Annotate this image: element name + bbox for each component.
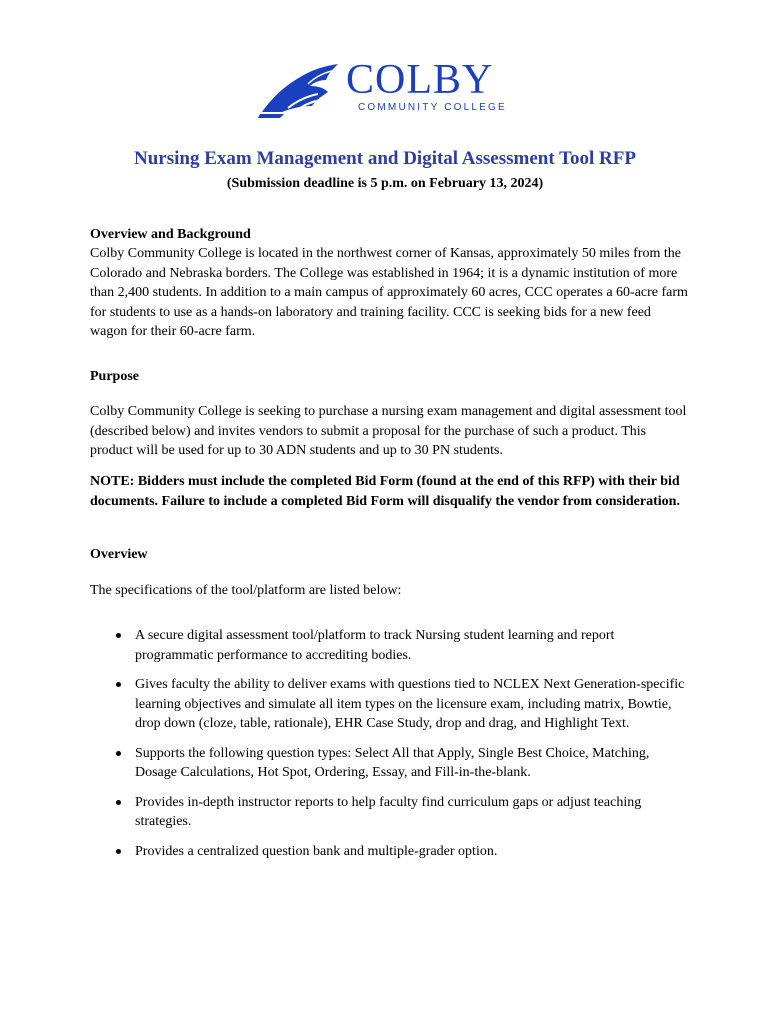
list-item-text: A secure digital assessment tool/platform to track Nursing student learning and report programmatic performance to accrediting bodies. [135, 628, 615, 663]
overview-heading: Overview [90, 547, 148, 562]
overview-intro: The specifications of the tool/platform are listed below: [90, 583, 402, 598]
background-paragraph: Colby Community College is located in the northwest corner of Kansas, approximately 50 miles from the Colorado and Nebraska borders. The College was established in 1964; it is a dynamic institution of more than 2,400 students. In addition to a main campus of approximately 60 acres, CCC operates a 60-acre farm for students to use as a hands-on laboratory and training facility. CCC is seeking bids for a new feed wagon for their 60-acre farm. [90, 246, 688, 339]
logo-wordmark: COLBY [346, 57, 494, 103]
bullet-icon [116, 633, 121, 638]
bullet-icon [116, 800, 121, 805]
list-item [90, 626, 690, 665]
document-subtitle: (Submission deadline is 5 p.m. on February 13, 2024) [226, 176, 544, 191]
college-logo [258, 57, 518, 118]
list-item-text: Gives faculty the ability to deliver exams with questions tied to NCLEX Next Generation-specific learning objectives and simulate all item types on the licensure exam, including matrix, Bowtie, drop down (cloze, table, rationale), EHR Case Study, drop and drag, and Highlight Text. [135, 677, 685, 731]
specification-list [90, 626, 690, 871]
purpose-paragraph: Colby Community College is seeking to purchase a nursing exam management and digital assessment tool (described below) and invites vendors to submit a proposal for the purchase of such a product. This product will be used for up to 30 ADN students and up to 30 PN students. [90, 404, 687, 458]
bid-form-note: NOTE: Bidders must include the completed Bid Form (found at the end of this RFP) with their bid documents. Failure to include a completed Bid Form will disqualify the vendor from consideration. [90, 474, 680, 509]
list-item [90, 793, 690, 832]
list-item [90, 842, 690, 862]
list-item-text: Supports the following question types: Select All that Apply, Single Best Choice, Matching, Dosage Calculations, Hot Spot, Ordering, Essay, and Fill-in-the-blank. [135, 745, 650, 780]
trojan-helmet-icon [258, 60, 348, 118]
bullet-icon [116, 751, 121, 756]
list-item [90, 744, 690, 783]
bullet-icon [116, 849, 121, 854]
purpose-heading: Purpose [90, 369, 139, 384]
logo-subtitle: COMMUNITY COLLEGE [358, 102, 507, 113]
list-item-text: Provides a centralized question bank and multiple-grader option. [135, 843, 498, 859]
document-title: Nursing Exam Management and Digital Assessment Tool RFP [134, 148, 636, 169]
background-heading: Overview and Background [90, 227, 251, 242]
list-item-text: Provides in-depth instructor reports to help faculty find curriculum gaps or adjust teaching strategies. [135, 794, 642, 829]
list-item [90, 675, 690, 734]
bullet-icon [116, 682, 121, 687]
